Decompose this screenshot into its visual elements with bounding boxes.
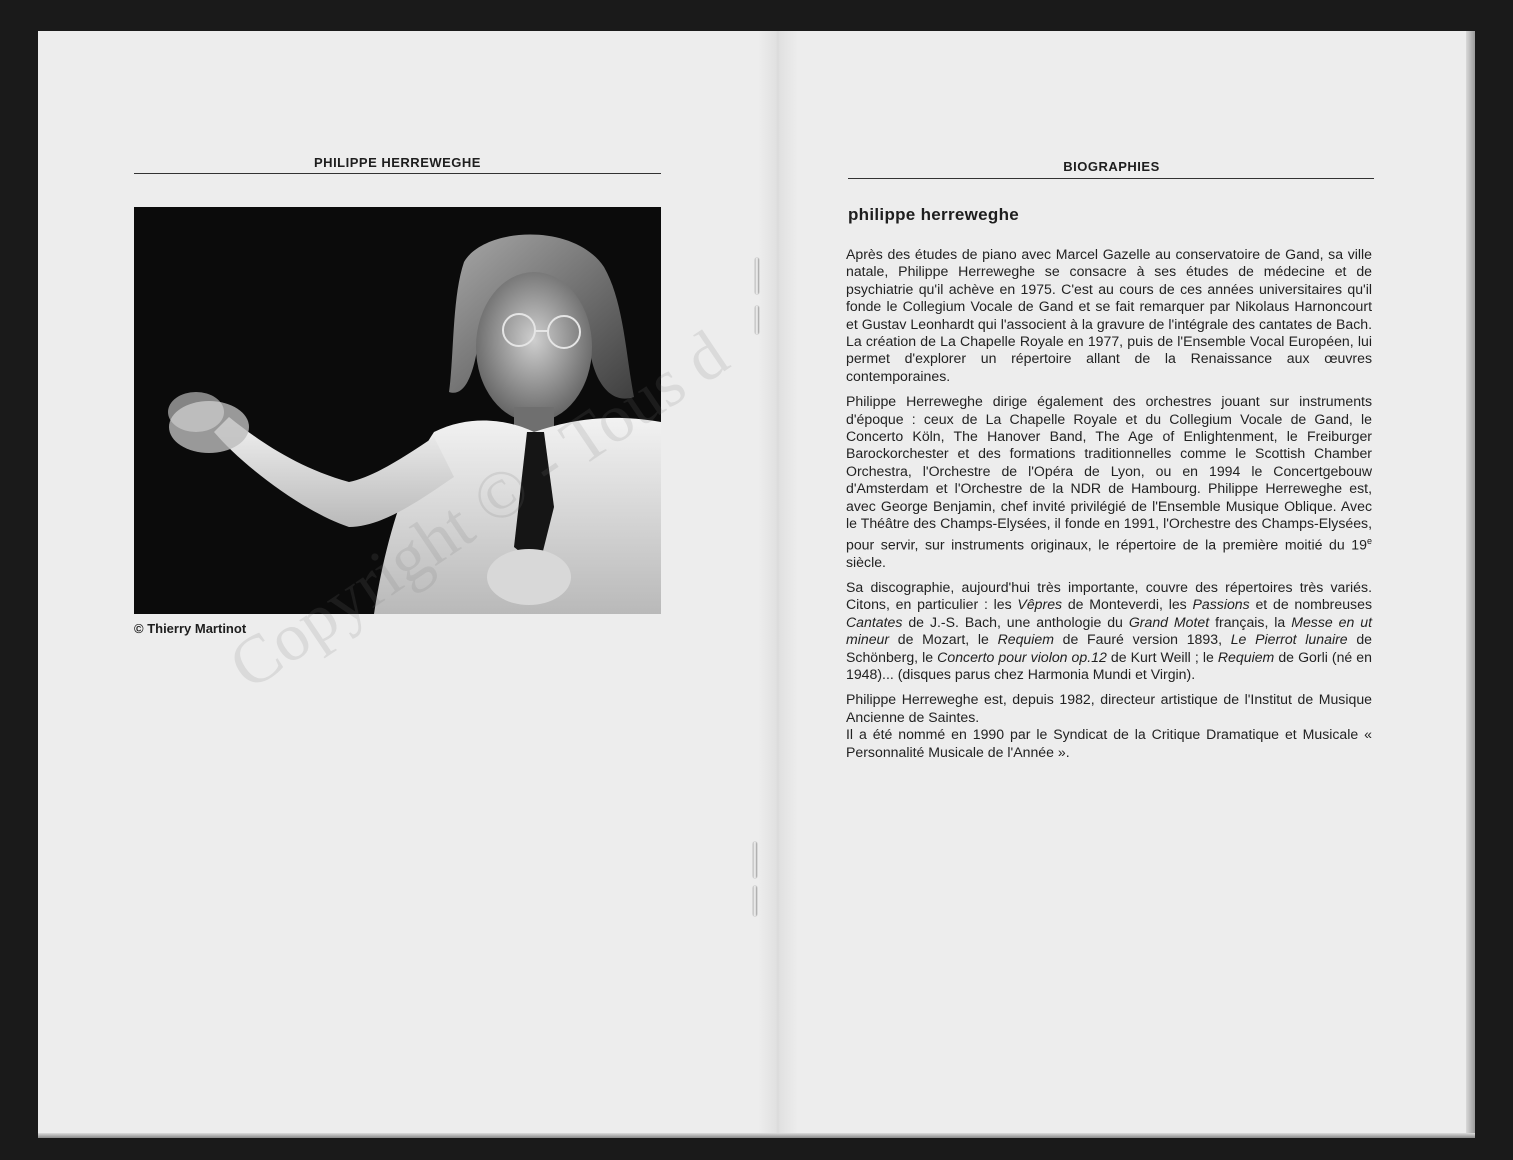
italic-title: Le Pierrot lunaire [1230,631,1348,648]
gutter-shadow [758,31,798,1138]
bio-paragraph [846,691,1372,726]
italic-title: Grand Motet [1128,613,1210,630]
italic-title: Passions [1192,596,1250,613]
right-header-rule [848,178,1374,179]
conductor-photo-illustration [134,207,661,614]
biography-text [846,246,1372,769]
italic-title: Requiem [1217,648,1275,665]
staple-icon [753,842,757,878]
italic-title: Messe en ut mineur [846,613,1372,648]
page-edge [1466,31,1475,1138]
staple-icon [753,886,757,916]
bio-paragraph [846,579,1372,683]
bio-paragraph [846,726,1372,761]
text-run: de Mozart, le [889,631,998,648]
text-run: de Kurt Weill ; le [1106,648,1218,665]
staple-icon [755,258,759,294]
italic-title: Cantates [846,613,903,630]
photo-credit: © Thierry Martinot [134,621,247,636]
text-run: Sa discographie, aujourd'hui très importante, couvre des répertoires très variés. Citons, en particulier : les [846,579,1372,613]
left-page-header: PHILIPPE HERREWEGHE [314,155,481,170]
conductor-photo [134,207,661,614]
bio-paragraph [846,246,1372,385]
biography-title: philippe herreweghe [848,205,1020,224]
text-run: Philippe Herreweghe dirige également des orchestres jouant sur instruments d'époque : ceux de La Chapelle Royale et du Collegium Vocale de Gand, le Concerto Köln, The Hanover Band, The Age of Enlightenment, le Freiburger Barockorchester et des formations traditionnelles comme le Scottish Chamber Orchestra, l'Orchestre de l'Opéra de Lyon, ou en 1994 le Concertgebouw d'Amsterdam et l'Orchestre de la NDR de Hambourg. Philippe Herreweghe est, avec George Benjamin, chef invité privilégié de l'Ensemble Musique Oblique. Avec le Théâtre des Champs-Elysées, il fonde en 1991, l'Orchestre des Champs-Elysées, pour servir, sur instruments originaux, le répertoire de la première moitié du 19 [846,393,1372,553]
left-header-rule [134,173,661,174]
right-page-header: BIOGRAPHIES [1063,159,1160,174]
text-run: Il a été nommé en 1990 par le Syndicat de la Critique Dramatique et Musicale « Personnalité Musicale de l'Année ». [846,726,1372,760]
staple-icon [755,306,759,334]
italic-title: Vêpres [1017,596,1063,613]
text-run: et de nombreuses [1249,596,1372,613]
text-run: de Gorli (né en 1948)... (disques parus chez Harmonia Mundi et Virgin). [846,648,1372,683]
text-run: de J.-S. Bach, une anthologie du [902,613,1129,630]
bio-paragraph [846,393,1372,571]
page-edge [38,1133,1475,1138]
text-run: e [1366,535,1372,546]
italic-title: Requiem [997,631,1054,648]
text-run: Philippe Herreweghe est, depuis 1982, directeur artistique de l'Institut de Musique Ancienne de Saintes. [846,691,1372,725]
text-run: siècle. [846,553,886,570]
text-run: de Schönberg, le [846,631,1373,665]
text-run: de Monteverdi, les [1062,596,1193,613]
text-run: Après des études de piano avec Marcel Gazelle au conservatoire de Gand, sa ville natale, Philippe Herreweghe se consacre à ses études de médecine et de psychiatrie qu'il achève en 1975. C'est au cours de ces années universitaires qu'il fonde le Collegium Vocale de Gand et se fait remarquer par Nikolaus Harnoncourt et Gustav Leonhardt qui l'associent à la gravure de l'intégrale des cantates de Bach. La création de La Chapelle Royale en 1977, puis de l'Ensemble Vocal Européen, lui permet d'explorer un répertoire allant de la Renaissance aux œuvres contemporaines. [846,246,1372,384]
text-run: français, la [1209,613,1292,630]
italic-title: Concerto pour violon op.12 [937,648,1107,665]
text-run: de Fauré version 1893, [1053,631,1231,648]
